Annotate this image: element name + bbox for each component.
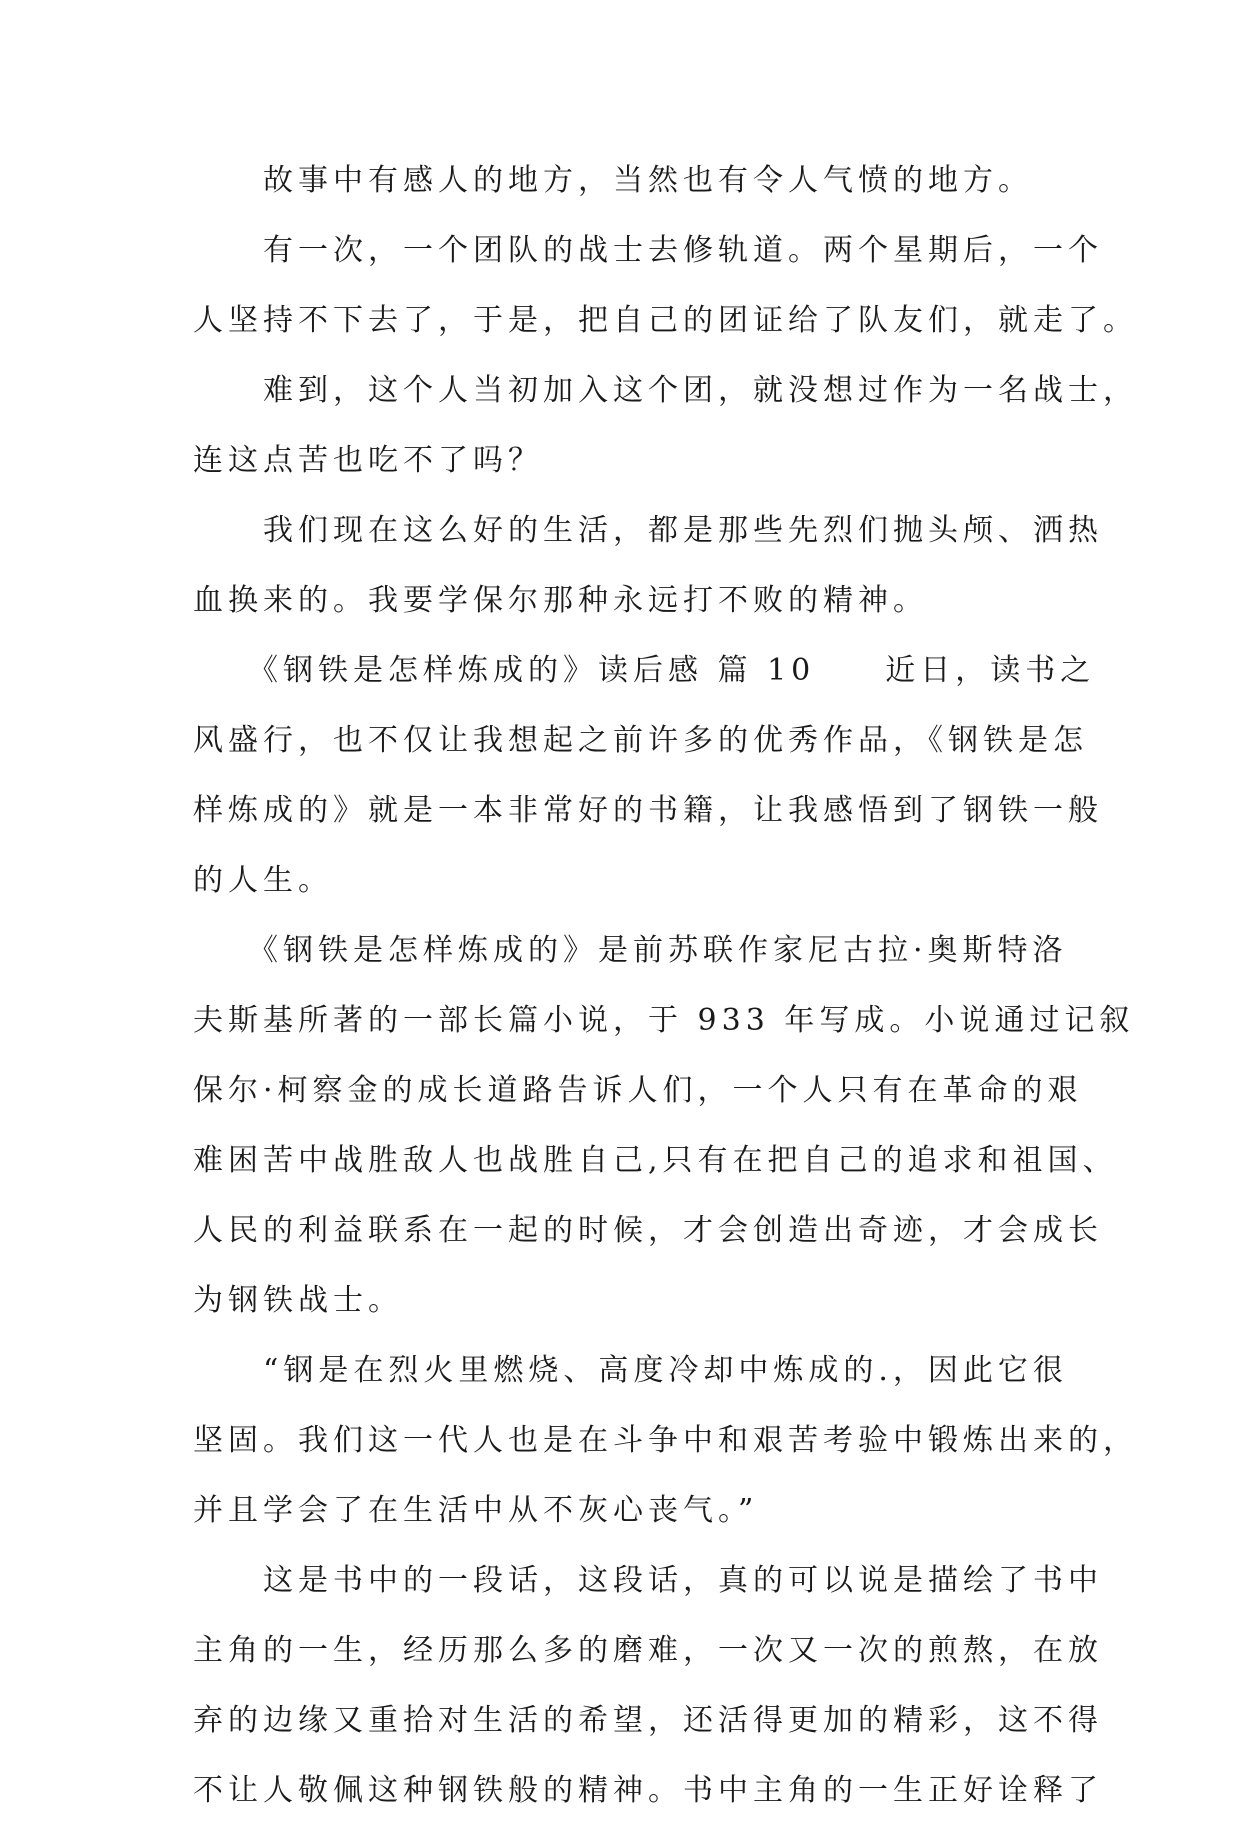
text-line: 难困苦中战胜敌人也战胜自己,只有在把自己的追求和祖国、 bbox=[193, 1143, 1118, 1178]
text-line: 主角的一生，经历那么多的磨难，一次又一次的煎熬，在放 bbox=[193, 1633, 1103, 1668]
text-line: 风盛行，也不仅让我想起之前许多的优秀作品，《钢铁是怎 bbox=[193, 723, 1088, 758]
text-line: 弃的边缘又重拾对生活的希望，还活得更加的精彩，这不得 bbox=[193, 1703, 1103, 1738]
text-line: 《钢铁是怎样炼成的》读后感 篇 10 近日，读书之 bbox=[193, 653, 1096, 688]
text-line: 人民的利益联系在一起的时候，才会创造出奇迹，才会成长 bbox=[193, 1213, 1103, 1248]
text-line: 夫斯基所著的一部长篇小说，于 933 年写成。小说通过记叙 bbox=[193, 1003, 1135, 1038]
text-line: 为钢铁战士。 bbox=[193, 1283, 403, 1318]
text-line: 样炼成的》就是一本非常好的书籍，让我感悟到了钢铁一般 bbox=[193, 793, 1103, 828]
document-body bbox=[193, 160, 1138, 1840]
text-line: 《钢铁是怎样炼成的》是前苏联作家尼古拉·奥斯特洛 bbox=[193, 933, 1068, 968]
text-line: 连这点苦也吃不了吗？ bbox=[193, 443, 543, 478]
text-line: “钢是在烈火里燃烧、高度冷却中炼成的.，因此它很 bbox=[193, 1353, 1068, 1388]
text-line: 故事中有感人的地方，当然也有令人气愤的地方。 bbox=[193, 163, 1033, 198]
text-line: 我们现在这么好的生活，都是那些先烈们抛头颅、洒热 bbox=[193, 513, 1103, 548]
text-line: 的人生。 bbox=[193, 863, 333, 898]
text-line: 不让人敬佩这种钢铁般的精神。书中主角的一生正好诠释了 bbox=[193, 1773, 1103, 1808]
text-line: 这是书中的一段话，这段话，真的可以说是描绘了书中 bbox=[193, 1563, 1103, 1598]
text-line: 有一次，一个团队的战士去修轨道。两个星期后，一个 bbox=[193, 233, 1103, 268]
text-line: 坚固。我们这一代人也是在斗争中和艰苦考验中锻炼出来的， bbox=[193, 1423, 1138, 1458]
text-line: 并且学会了在生活中从不灰心丧气。” bbox=[193, 1493, 759, 1528]
text-line: 人坚持不下去了，于是，把自己的团证给了队友们，就走了。 bbox=[193, 303, 1138, 338]
text-line: 保尔·柯察金的成长道路告诉人们，一个人只有在革命的艰 bbox=[193, 1073, 1083, 1108]
text-line: 血换来的。我要学保尔那种永远打不败的精神。 bbox=[193, 583, 928, 618]
text-line: 难到，这个人当初加入这个团，就没想过作为一名战士， bbox=[193, 373, 1138, 408]
